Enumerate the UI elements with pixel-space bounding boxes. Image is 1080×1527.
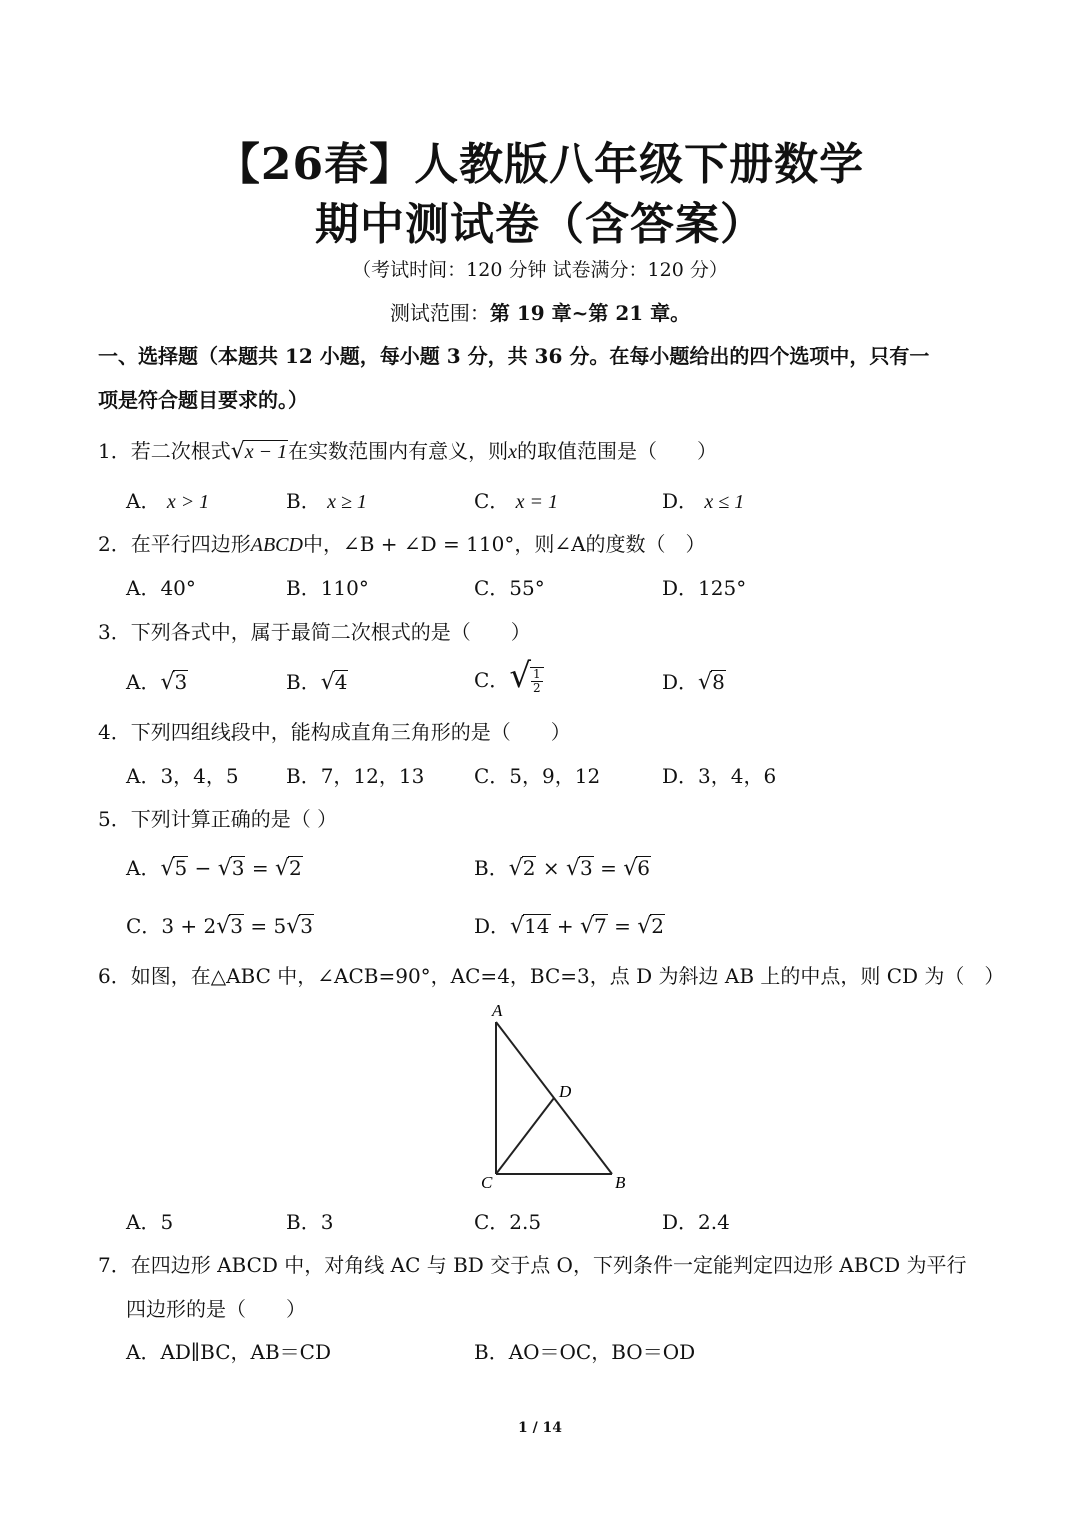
question-7-line-1: 7．在四边形 ABCD 中，对角线 AC 与 BD 交于点 O，下列条件一定能判定四边形 ABCD 为平行 bbox=[98, 1253, 967, 1277]
test-scope bbox=[0, 297, 1080, 326]
q1-text-end: 的取值范围是（ ） bbox=[517, 439, 718, 463]
q1-var: x bbox=[508, 441, 518, 463]
q5-option-c: C．3 + 2√3 = 5√3 bbox=[126, 914, 313, 939]
q2-shape: ABCD bbox=[250, 534, 303, 556]
scope-value: 第 19 章~第 21 章。 bbox=[489, 301, 691, 325]
q2-option-b: B．110° bbox=[286, 576, 369, 600]
page-number: 1 / 14 bbox=[517, 1420, 563, 1436]
q6-option-c: C．2.5 bbox=[474, 1210, 542, 1234]
label-d: D bbox=[559, 1082, 572, 1101]
question-5: 5．下列计算正确的是（ ） bbox=[98, 807, 338, 831]
question-7-line-2: 四边形的是（ ） bbox=[126, 1297, 306, 1321]
q6-option-d: D．2.4 bbox=[662, 1210, 730, 1234]
q1-option-c: C． x = 1 bbox=[474, 489, 559, 513]
q1-option-a: A． x > 1 bbox=[126, 489, 210, 513]
question-4: 4．下列四组线段中，能构成直角三角形的是（ ） bbox=[98, 720, 571, 744]
q1-text-pre: 若二次根式 bbox=[130, 439, 231, 463]
scope-label: 测试范围： bbox=[389, 301, 490, 325]
q3-option-b: B．√4 bbox=[286, 670, 348, 695]
question-6: 6．如图，在△ABC 中，∠ACB=90°，AC=4，BC=3，点 D 为斜边 AB 上的中点，则 CD 为（ ） bbox=[98, 964, 1005, 988]
section-header-line-2: 项是符合题目要求的。） bbox=[98, 388, 308, 412]
q3-option-c: C．√ $\frac{1}{2}$ bbox=[474, 656, 544, 696]
q5-option-b: B．√2 × √3 = √6 bbox=[474, 856, 650, 881]
q7-option-b: B．AO＝OC，BO＝OD bbox=[474, 1340, 696, 1364]
q5-option-d: D．√14 + √7 = √2 bbox=[474, 914, 665, 939]
label-b: B bbox=[615, 1173, 626, 1192]
q1-option-b: B． x ≥ 1 bbox=[286, 489, 367, 513]
q2-option-c: C．55° bbox=[474, 576, 545, 600]
q1-number: 1． bbox=[98, 439, 131, 463]
question-3: 3．下列各式中，属于最简二次根式的是（ ） bbox=[98, 620, 531, 644]
segment-cd bbox=[496, 1098, 554, 1174]
section-header-line-1: 一、选择题（本题共 12 小题，每小题 3 分，共 36 分。在每小题给出的四个选项中，只有一 bbox=[98, 344, 930, 368]
label-c: C bbox=[481, 1173, 493, 1192]
q3-option-d: D．√8 bbox=[662, 670, 725, 695]
exam-info: （考试时间：120 分钟 试卷满分：120 分） bbox=[352, 259, 728, 281]
q1-text-post: 在实数范围内有意义，则 bbox=[288, 439, 509, 463]
q4-option-d: D．3，4，6 bbox=[662, 764, 777, 788]
question-2: 2．在平行四边形ABCD中，∠B + ∠D = 110°，则∠A的度数（ ） bbox=[98, 532, 706, 556]
q6-option-b: B．3 bbox=[286, 1210, 334, 1234]
title-line-1: 【26春】人教版八年级下册数学 bbox=[215, 139, 865, 190]
q5-option-a: A．√5 − √3 = √2 bbox=[126, 856, 302, 881]
title-line-2: 期中测试卷（含答案） bbox=[315, 199, 765, 250]
q3-option-a: A．√3 bbox=[126, 670, 188, 695]
triangle-figure bbox=[470, 998, 640, 1198]
label-a: A bbox=[492, 1001, 503, 1020]
q7-option-a: A．AD∥BC，AB＝CD bbox=[126, 1340, 332, 1364]
q4-option-c: C．5，9，12 bbox=[474, 764, 601, 788]
q6-option-a: A．5 bbox=[126, 1210, 174, 1234]
q2-option-a: A．40° bbox=[126, 576, 196, 600]
question-1: 1．若二次根式√x − 1在实数范围内有意义，则x的取值范围是（ ） bbox=[98, 439, 718, 464]
q4-option-a: A．3，4，5 bbox=[126, 764, 239, 788]
q4-option-b: B．7，12，13 bbox=[286, 764, 425, 788]
q2-option-d: D．125° bbox=[662, 576, 747, 600]
q1-option-d: D． x ≤ 1 bbox=[662, 489, 745, 513]
q1-radicand: x − 1 bbox=[244, 441, 288, 463]
